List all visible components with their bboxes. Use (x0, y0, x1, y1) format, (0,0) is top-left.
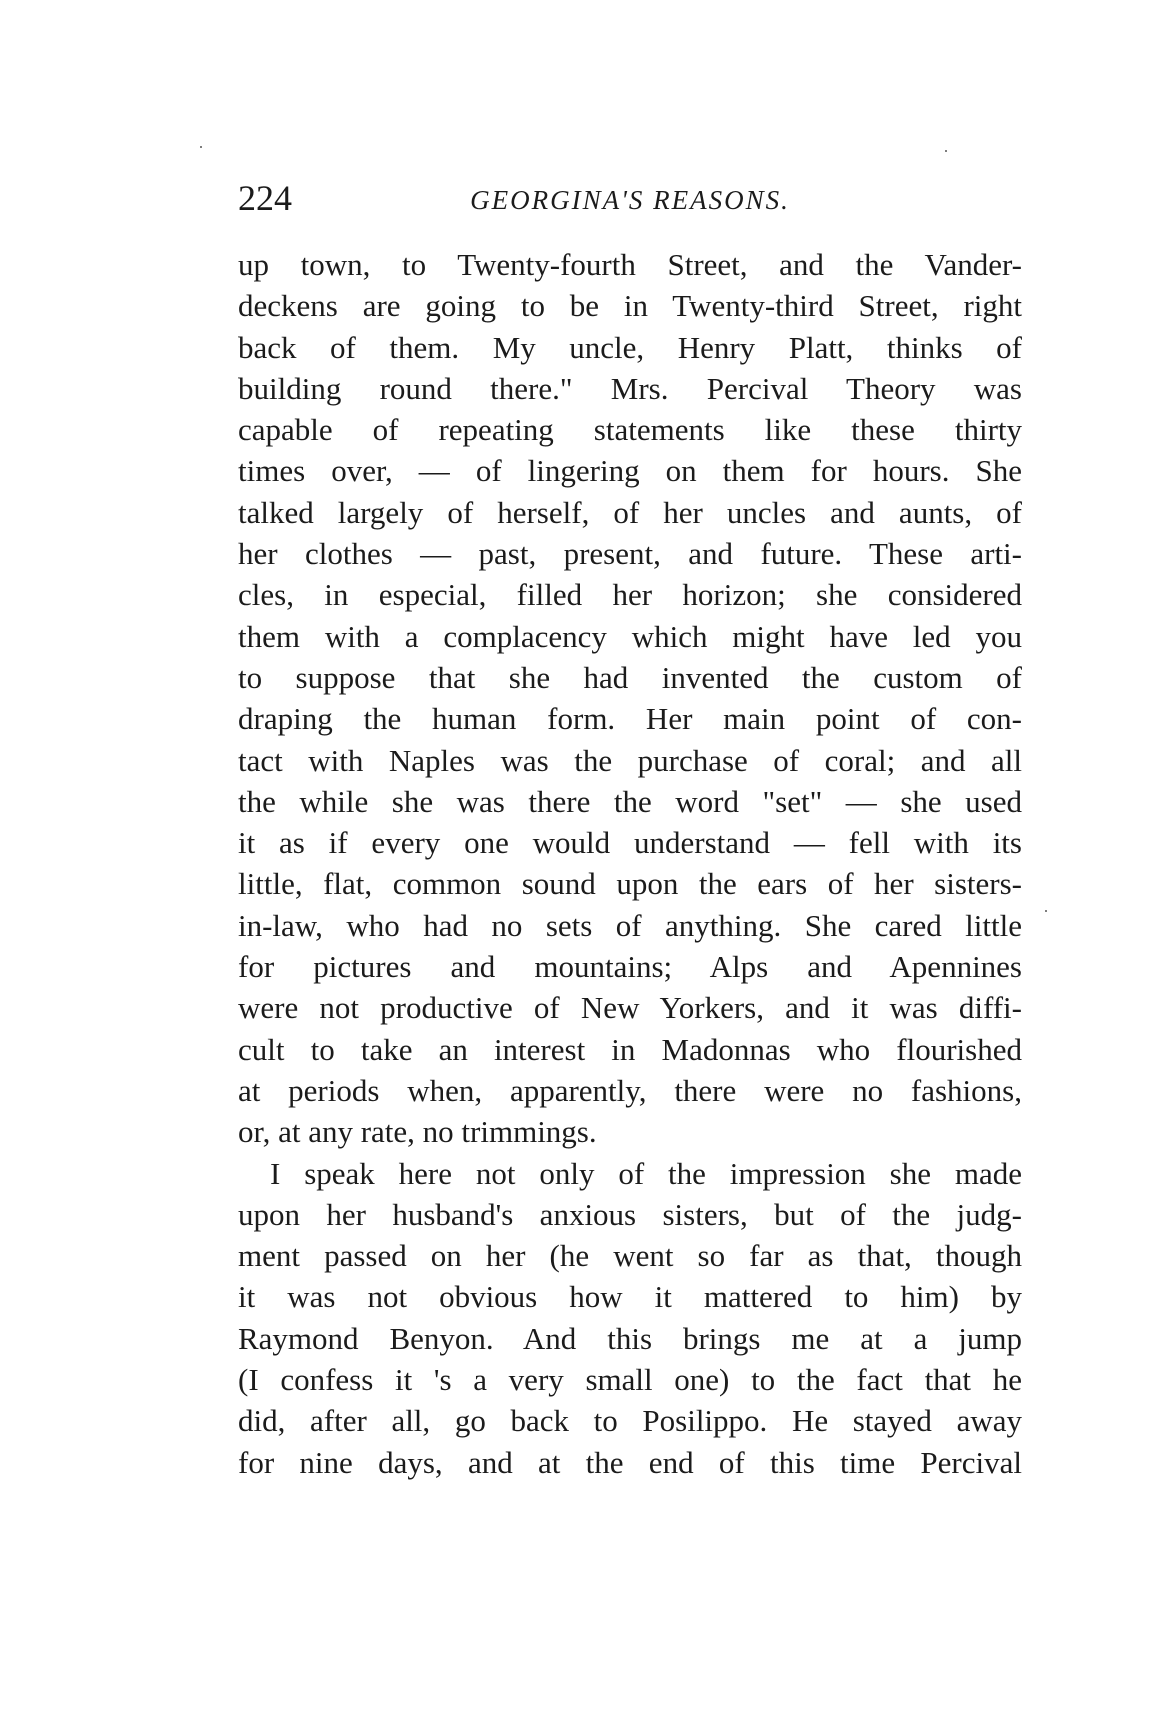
text-line: up town, to Twenty-fourth Street, and the Vander- (238, 247, 1022, 282)
text-line: times over, — of lingering on them for hours. She (238, 453, 1022, 489)
text-line: for pictures and mountains; Alps and Apennines (238, 949, 1022, 985)
body-text (238, 244, 1022, 1483)
text-line: (I confess it 's a very small one) to the fact that he (238, 1362, 1022, 1398)
text-line: for nine days, and at the end of this time Percival (238, 1444, 1022, 1480)
text-line: did, after all, go back to Posilippo. He stayed away (238, 1403, 1022, 1439)
print-speck (945, 150, 947, 152)
print-speck (1045, 910, 1047, 912)
running-title: GEORGINA'S REASONS. (470, 185, 790, 215)
text-line: it as if every one would understand — fell with its (238, 825, 1022, 861)
text-line: Raymond Benyon. And this brings me at a jump (238, 1320, 1022, 1356)
text-line: upon her husband's anxious sisters, but of the judg- (238, 1196, 1022, 1232)
text-line: tact with Naples was the purchase of coral; and all (238, 742, 1022, 778)
text-line: to suppose that she had invented the custom of (238, 659, 1022, 695)
text-line: back of them. My uncle, Henry Platt, thinks of (238, 329, 1022, 365)
text-line: in-law, who had no sets of anything. She cared little (238, 907, 1022, 943)
text-line: cles, in especial, filled her horizon; she considered (238, 577, 1022, 613)
text-line: it was not obvious how it mattered to him) by (238, 1279, 1022, 1315)
text-line: her clothes — past, present, and future. These arti- (238, 536, 1022, 572)
print-speck (200, 146, 202, 148)
paragraph-end-line: or, at any rate, no trimmings. (238, 1114, 597, 1150)
text-line: cult to take an interest in Madonnas who flourished (238, 1031, 1022, 1067)
text-line: at periods when, apparently, there were no fashions, (238, 1072, 1022, 1108)
text-line: capable of repeating statements like these thirty (238, 412, 1022, 448)
page-header (238, 174, 1022, 222)
page-number: 224 (238, 178, 292, 218)
text-line: were not productive of New Yorkers, and it was diffi- (238, 990, 1022, 1026)
text-line: the while she was there the word "set" — she used (238, 783, 1022, 819)
text-line: draping the human form. Her main point of con- (238, 701, 1022, 737)
text-line: deckens are going to be in Twenty-third Street, right (238, 288, 1022, 324)
text-line: talked largely of herself, of her uncles and aunts, of (238, 494, 1022, 530)
text-line: them with a complacency which might have led you (238, 618, 1022, 654)
paragraph-start-line: I speak here not only of the impression she made (270, 1155, 1022, 1191)
text-line: little, flat, common sound upon the ears of her sisters- (238, 866, 1022, 902)
text-line: building round there." Mrs. Percival Theory was (238, 370, 1022, 406)
text-line: ment passed on her (he went so far as that, though (238, 1238, 1022, 1274)
